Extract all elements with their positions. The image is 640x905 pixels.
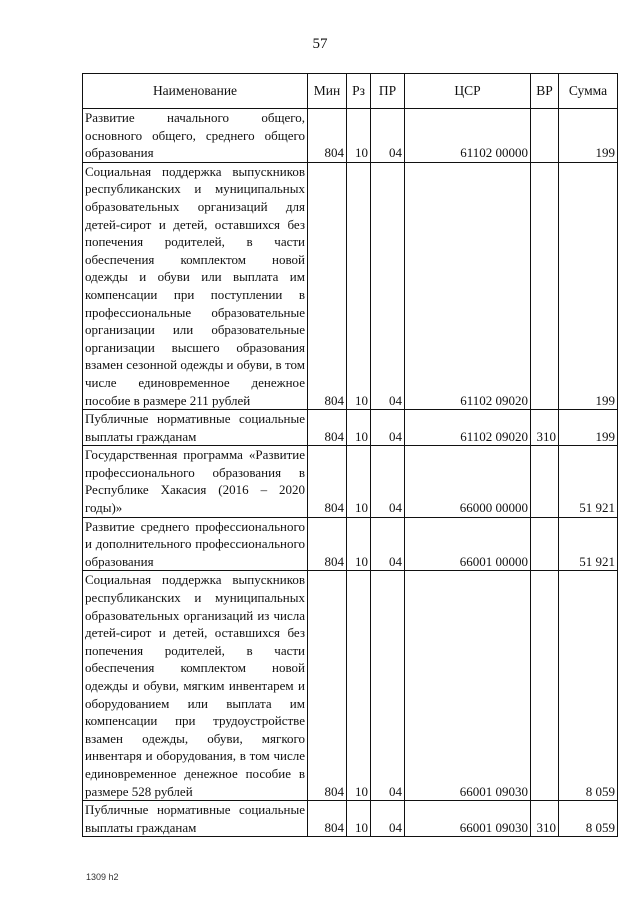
row-min: 804 (308, 109, 347, 163)
row-sum: 51 921 (559, 446, 618, 517)
row-csr: 66000 00000 (405, 446, 531, 517)
table-header-row (83, 74, 618, 109)
row-rz: 10 (347, 446, 371, 517)
row-name: Публичные нормативные социальные выплаты гражданам (83, 801, 308, 837)
row-pr: 04 (371, 109, 405, 163)
row-vr (531, 571, 559, 801)
row-rz: 10 (347, 517, 371, 571)
table-row (83, 571, 618, 801)
row-sum: 8 059 (559, 571, 618, 801)
row-rz: 10 (347, 801, 371, 837)
row-pr: 04 (371, 446, 405, 517)
row-sum: 199 (559, 162, 618, 409)
table-row (83, 801, 618, 837)
row-pr: 04 (371, 410, 405, 446)
row-min: 804 (308, 571, 347, 801)
row-vr (531, 162, 559, 409)
column-header-name: Наименование (83, 74, 308, 109)
row-rz: 10 (347, 571, 371, 801)
column-header-pr: ПР (371, 74, 405, 109)
row-pr: 04 (371, 162, 405, 409)
row-rz: 10 (347, 410, 371, 446)
row-sum: 51 921 (559, 517, 618, 571)
row-csr: 61102 00000 (405, 109, 531, 163)
column-header-min: Мин (308, 74, 347, 109)
row-name: Социальная поддержка выпускников республиканских и муниципальных образовательных организаций из числа детей-сирот и детей, оставшихся без попечения родителей, в части обеспечения комплектом новой одежды и обуви, мягким инвентарем и оборудованием или выплата им компенсации при трудоустройстве взамен одежды, обуви, мягкого инвентаря и оборудования, в том числе единовременное денежное пособие в размере 528 рублей (83, 571, 308, 801)
row-vr (531, 109, 559, 163)
row-name: Развитие среднего профессионального и дополнительного профессионального образования (83, 517, 308, 571)
table-row (83, 410, 618, 446)
column-header-rz: Рз (347, 74, 371, 109)
table-row (83, 109, 618, 163)
budget-table (82, 73, 618, 837)
row-sum: 199 (559, 410, 618, 446)
row-min: 804 (308, 410, 347, 446)
row-name: Государственная программа «Развитие профессионального образования в Республике Хакасия (2016 – 2020 годы)» (83, 446, 308, 517)
row-name: Социальная поддержка выпускников республиканских и муниципальных образовательных организаций для детей-сирот и детей, оставшихся без попечения родителей, в части обеспечения комплектом новой одежды и обуви или выплата им компенсации при поступлении в профессиональные образовательные организации или образовательные организации высшего образования взамен сезонной одежды и обуви, в том числе единовременное денежное пособие в размере 211 рублей (83, 162, 308, 409)
row-min: 804 (308, 801, 347, 837)
row-csr: 66001 00000 (405, 517, 531, 571)
row-csr: 61102 09020 (405, 410, 531, 446)
row-vr (531, 517, 559, 571)
column-header-sum: Сумма (559, 74, 618, 109)
footer-code: 1309 h2 (86, 872, 119, 882)
row-sum: 199 (559, 109, 618, 163)
column-header-vr: ВР (531, 74, 559, 109)
row-pr: 04 (371, 801, 405, 837)
row-csr: 66001 09030 (405, 571, 531, 801)
row-min: 804 (308, 517, 347, 571)
row-name: Публичные нормативные социальные выплаты гражданам (83, 410, 308, 446)
row-min: 804 (308, 162, 347, 409)
row-csr: 66001 09030 (405, 801, 531, 837)
row-rz: 10 (347, 162, 371, 409)
row-sum: 8 059 (559, 801, 618, 837)
row-pr: 04 (371, 517, 405, 571)
table-row (83, 446, 618, 517)
row-vr: 310 (531, 801, 559, 837)
row-rz: 10 (347, 109, 371, 163)
table-row (83, 162, 618, 409)
row-vr (531, 446, 559, 517)
table-row (83, 517, 618, 571)
row-csr: 61102 09020 (405, 162, 531, 409)
column-header-csr: ЦСР (405, 74, 531, 109)
page-number: 57 (312, 36, 328, 52)
row-name: Развитие начального общего, основного общего, среднего общего образования (83, 109, 308, 163)
row-min: 804 (308, 446, 347, 517)
row-vr: 310 (531, 410, 559, 446)
row-pr: 04 (371, 571, 405, 801)
